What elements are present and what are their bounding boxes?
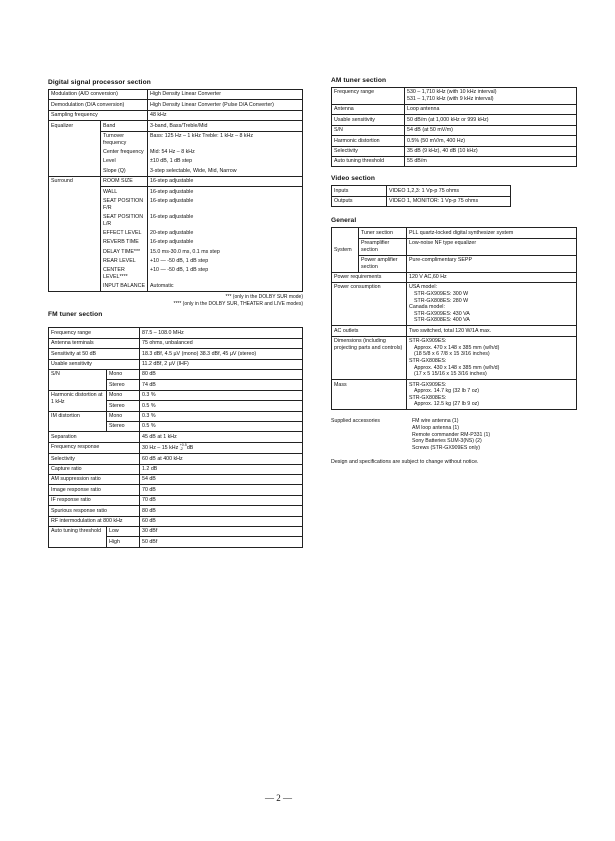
table-row: SEAT POSITION L/R 16-step adjustable	[49, 213, 303, 229]
footnote: **** (only in the DOLBY SUR, THEATER and LIVE modes)	[173, 300, 303, 307]
table-row: Modulation (A/D conversion) High Density Linear Converter	[49, 90, 303, 100]
general-section-title: General	[331, 217, 357, 225]
table-row: Surround ROOM SIZE 16-step adjustable	[49, 176, 303, 186]
table-row: Auto tuning threshold 55 dB/m	[332, 156, 577, 166]
list-item: AM loop antenna (1)	[412, 425, 460, 432]
table-row: Usable sensitivity 50 dB/m (at 1,000 kHz or 999 kHz)	[332, 115, 577, 125]
table-row: Mass STR-GX909ES: Approx. 14.7 kg (32 lb 7 oz) STR-GX808ES: Approx. 12.5 kg (27 lb 9 oz)	[332, 380, 577, 410]
table-row: Inputs VIDEO 1,2,3: 1 Vp-p 75 ohms	[332, 186, 511, 196]
table-row: Level ±10 dB, 1 dB step	[49, 157, 303, 166]
table-row: Spurious response ratio 80 dB	[49, 506, 303, 516]
table-row: INPUT BALANCE Automatic	[49, 282, 303, 292]
am-table	[331, 87, 577, 167]
table-row: Sampling frequency 48 kHz	[49, 110, 303, 120]
table-row: AC outlets Two switched, total 120 W/1A max.	[332, 326, 577, 336]
table-row: S/N 54 dB (at 50 mV/m)	[332, 125, 577, 135]
table-row: Dimensions (including projecting parts and controls) STR-GX909ES: Approx. 470 x 148 x 385 mm (w/h/d) (18 5/8 x 6 7/8 x 15 3/16 inches) STR-GX808ES: Approx. 430 x 148 x 385 mm (w/h/d) (17 x 5 15/16 x 15 3/16 inches)	[332, 336, 577, 379]
table-row: Slope (Q) 3-step selectable, Wide, Mid, Narrow	[49, 166, 303, 176]
list-item: Screws (STR-GX909ES only)	[412, 445, 481, 452]
table-row: Antenna terminals 75 ohms, unbalanced	[49, 338, 303, 348]
table-row: Equalizer Band 3-band, Bass/Treble/Mid	[49, 121, 303, 131]
fm-table	[48, 327, 303, 547]
table-row: Power requirements 120 V AC,60 Hz	[332, 272, 577, 282]
table-row: Separation 45 dB at 1 kHz	[49, 432, 303, 442]
table-row: DELAY TIME*** 15.0 ms-30.0 ms, 0.1 ms step	[49, 247, 303, 256]
list-item: Remote commander RM-P331 (1)	[412, 431, 491, 438]
table-row: High 50 dBf	[49, 537, 303, 547]
video-table	[331, 185, 511, 207]
table-row: Selectivity 35 dB (9 kHz), 40 dB (10 kHz)	[332, 146, 577, 156]
left-column	[48, 79, 303, 548]
supplied-accessories: Supplied accessories FM wire antenna (1) AM loop antenna (1) Remote commander RM-P331 (1) Sony Batteries SUM-3(NS) (2) Screws (STR-GX909ES only)	[331, 418, 491, 452]
table-row: Sensitivity at 50 dB 18.3 dBf, 4.5 µV (mono) 38.3 dBf, 45 µV (stereo)	[49, 349, 303, 359]
table-row: IM distortion Mono 0.3 %	[49, 411, 303, 421]
table-row: Usable sensitivity 11.2 dBf, 2 µV (IHF)	[49, 359, 303, 369]
table-row: RF intermodulation at 800 kHz 60 dB	[49, 516, 303, 526]
table-row: Power amplifier section Pure-complimentary SEPP	[332, 255, 577, 272]
table-row: Demodulation (D/A conversion) High Density Linear Converter (Pulse D/A Converter)	[49, 100, 303, 110]
table-row: Harmonic distortion 0.5% (50 mV/m, 400 Hz)	[332, 136, 577, 146]
table-row: Frequency range 87.5 – 108.0 MHz	[49, 328, 303, 338]
table-row: Preamplifier section Low-noise NF type equalizer	[332, 238, 577, 255]
table-row: Auto tuning threshold Low 30 dBf	[49, 526, 303, 536]
table-row: Center frequency Mid: 54 Hz – 8 kHz	[49, 148, 303, 157]
table-row: REAR LEVEL +10 — -50 dB, 1 dB step	[49, 257, 303, 266]
table-row: Capture ratio 1.2 dB	[49, 464, 303, 474]
dsp-table	[48, 89, 303, 292]
table-row: EFFECT LEVEL 20-step adjustable	[49, 229, 303, 238]
footnote: *** (only in the DOLBY SUR mode)	[225, 294, 303, 301]
table-row: Frequency range 530 – 1,710 kHz (with 10 kHz interval) 531 – 1,710 kHz (with 9 kHz interval)	[332, 88, 577, 105]
table-row: CENTER LEVEL**** +10 — -50 dB, 1 dB step	[49, 266, 303, 282]
table-row: REVERB TIME 16-step adjustable	[49, 238, 303, 247]
table-row: Stereo 0.5 %	[49, 401, 303, 411]
table-row: Outputs VIDEO 1, MONITOR: 1 Vp-p 75 ohms	[332, 196, 511, 206]
table-row: SEAT POSITION F/R 16-step adjustable	[49, 197, 303, 213]
table-row: Turnover frequency Bass: 125 Hz – 1 kHz Treble: 1 kHz – 8 kHz	[49, 131, 303, 148]
video-section-title: Video section	[331, 175, 376, 183]
general-table	[331, 227, 577, 410]
table-row: Power consumption USA model: STR-GX909ES: 300 W STR-GX808ES: 280 W Canada model: STR-GX909ES: 430 VA STR-GX808ES: 400 VA	[332, 282, 577, 325]
dsp-section-title: Digital signal processor section	[48, 79, 151, 86]
fm-section-title: FM tuner section	[48, 311, 103, 319]
disclaimer: Design and specifications are subject to change without notice.	[331, 458, 479, 465]
list-item: FM wire antenna (1)	[412, 418, 459, 425]
right-column	[331, 77, 577, 466]
table-row: Image response ratio 70 dB	[49, 485, 303, 495]
table-row: Selectivity 60 dB at 400 kHz	[49, 454, 303, 464]
table-row: AM suppression ratio 54 dB	[49, 474, 303, 484]
table-row: Frequency response 30 Hz – 15 kHz +0.5 -2 dB	[49, 442, 303, 453]
page-number: — 2 —	[265, 793, 292, 803]
table-row: Antenna Loop antenna	[332, 105, 577, 115]
table-row: IF response ratio 70 dB	[49, 495, 303, 505]
table-row: System Tuner section PLL quartz-locked digital synthesizer system	[332, 228, 577, 238]
table-row: WALL 16-step adjustable	[49, 187, 303, 197]
table-row: Harmonic distortion at 1 kHz Mono 0.3 %	[49, 390, 303, 400]
am-section-title: AM tuner section	[331, 77, 387, 84]
list-item: Sony Batteries SUM-3(NS) (2)	[412, 438, 482, 445]
table-row: Stereo 74 dB	[49, 380, 303, 390]
table-row: Stereo 0.5 %	[49, 421, 303, 431]
table-row: S/N Mono 80 dB	[49, 370, 303, 380]
